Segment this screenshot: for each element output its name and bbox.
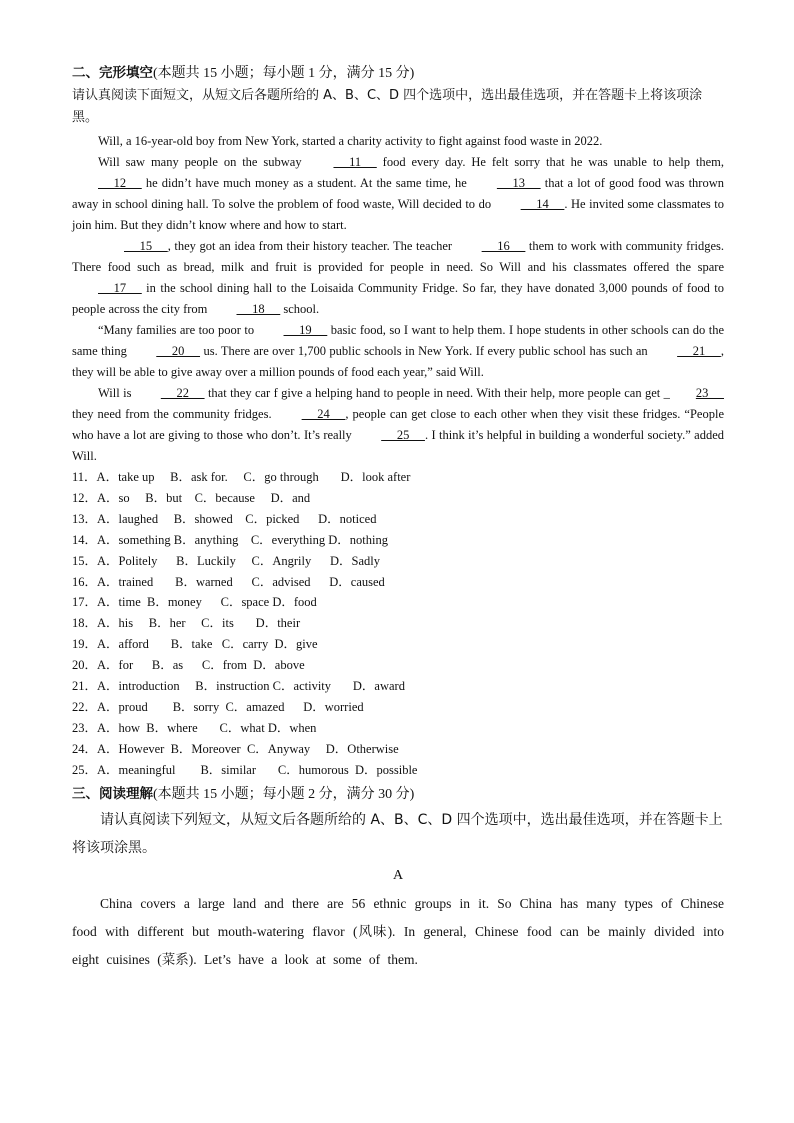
section2-title-rest: (本题共 15 小题；每小题 1 分，满分 15 分) [153,66,415,81]
cloze-paragraph-5 [72,383,724,467]
cloze-text: they need from the community fridges. [72,407,276,421]
blank-19: 19 [283,323,328,337]
cloze-paragraph-1: Will, a 16-year-old boy from New York, started a charity activity to fight against food waste in 2022. [98,134,603,148]
option-row-24: 24．A．However B．Moreover C．Anyway D．Otherwise [72,741,399,756]
cloze-text: that a lot of good food was thrown away in school dining hall. To solve the problem of food waste, Will decided to do [72,176,724,211]
option-row-22: 22．A．proud B．sorry C．amazed D．worried [72,699,364,714]
blank-25: 25 [381,428,425,442]
section3-title-bold: 三、阅读理解 [72,785,153,802]
cloze-text: , they will be able to give away over a million pounds of food each year,” said Will. [72,344,724,379]
cloze-text: , people can get close to each other when they visit these fridges. “People who have a lot are giving to those who don’t. It’s really [72,407,724,442]
option-row-11: 11．A．take up B．ask for. C．go through D．look after [72,470,411,484]
cloze-paragraph-3 [72,236,724,320]
option-row-12: 12．A．so B．but C．because D．and [72,490,311,505]
blank-22: 22 [160,386,205,400]
blank-13: 13 [496,176,541,190]
option-row-13: 13．A．laughed B．showed C．picked D．noticed [72,511,377,526]
options-list [72,467,724,781]
blank-21: 21 [677,344,721,358]
cloze-text: food every day. He felt sorry that he was unable to help them, [376,155,724,169]
blank-14: 14 [520,197,565,211]
blank-23: 23 [695,386,724,400]
option-row-16: 16．A．trained B．warned C．advised D．caused [72,574,385,589]
option-row-18: 18．A．his B．her C．its D．their [72,616,301,631]
section3-title [72,783,724,806]
cloze-paragraph-2 [72,152,724,236]
section2-title [72,62,724,85]
exam-page [72,62,724,974]
option-row-19: 19．A．afford B．take C．carry D．give [72,637,318,652]
cloze-text: Will is [98,386,135,400]
cloze-text: Will saw many people on the subway [98,155,308,169]
cloze-text: in the school dining hall to the Loisaida Community Fridge. So far, they have donated 3,000 pounds of food to people across the city from [72,281,724,316]
section2-title-bold: 二、完形填空 [72,65,153,81]
blank-11: 11 [333,155,377,169]
blank-17: 17 [98,281,142,295]
blank-24: 24 [301,407,346,421]
blank-18: 18 [236,302,281,316]
cloze-text: , they got an idea from their history teacher. The teacher [167,239,456,253]
cloze-text: us. There are over 1,700 public schools in New York. If every public school has such an [200,344,652,358]
cloze-text: that they car f give a helping hand to people in need. With their help, more people can get _ [204,386,670,400]
option-row-17: 17．A．time B．money C．space D．food [72,595,317,610]
cloze-text: them to work with community fridges. There food such as bread, milk and fruit is provided for people in need. So Will and his classmates offered the spare [72,239,725,274]
cloze-text: basic food, so I want to help them. I hope students in other schools can do the same thing [72,323,724,358]
option-row-21: 21．A．introduction B．instruction C．activity D．award [72,679,405,694]
cloze-text: school. [280,302,320,316]
option-row-23: 23．A．how B．where C．what D．when [72,720,317,735]
blank-12: 12 [98,176,142,190]
cloze-text: he didn’t have much money as a student. At the same time, he [141,176,471,190]
reading-passage-a: China covers a large land and there are 56 ethnic groups in it. So China has many types of Chinese food with different but mouth-watering flavor (风味). In general, Chinese food can be mainly divided into eight cuisines (菜系). Let’s have a look at some of them. [72,895,724,967]
option-row-14: 14．A．something B．anything C．everything D．nothing [72,532,388,547]
section3-title-rest: (本题共 15 小题；每小题 2 分，满分 30 分) [153,786,415,802]
section3-instruction: 请认真阅读下列短文，从短文后各题所给的 A、B、C、D 四个选项中，选出最佳选项，并在答题卡上将该项涂黑。 [72,811,723,856]
section2-instruction: 请认真阅读下面短文，从短文后各题所给的 A、B、C、D 四个选项中，选出最佳选项，并在答题卡上将该项涂黑。 [72,88,703,125]
cloze-text: . He invited some classmates to join him. But they didn’t know where and how to start. [72,197,725,232]
option-row-25: 25．A．meaningful B．similar C．humorous D．possible [72,762,418,777]
blank-20: 20 [156,344,201,358]
option-row-20: 20．A．for B．as C．from D．above [72,658,305,673]
cloze-paragraph-4 [72,320,724,383]
cloze-text: “Many families are too poor to [98,323,258,337]
passage-label: A [392,867,404,883]
blank-16: 16 [481,239,526,253]
blank-15: 15 [124,239,168,253]
option-row-15: 15．A．Politely B．Luckily C．Angrily D．Sadly [72,553,380,568]
cloze-text: . I think it’s helpful in building a wonderful society.” added Will. [72,428,725,463]
